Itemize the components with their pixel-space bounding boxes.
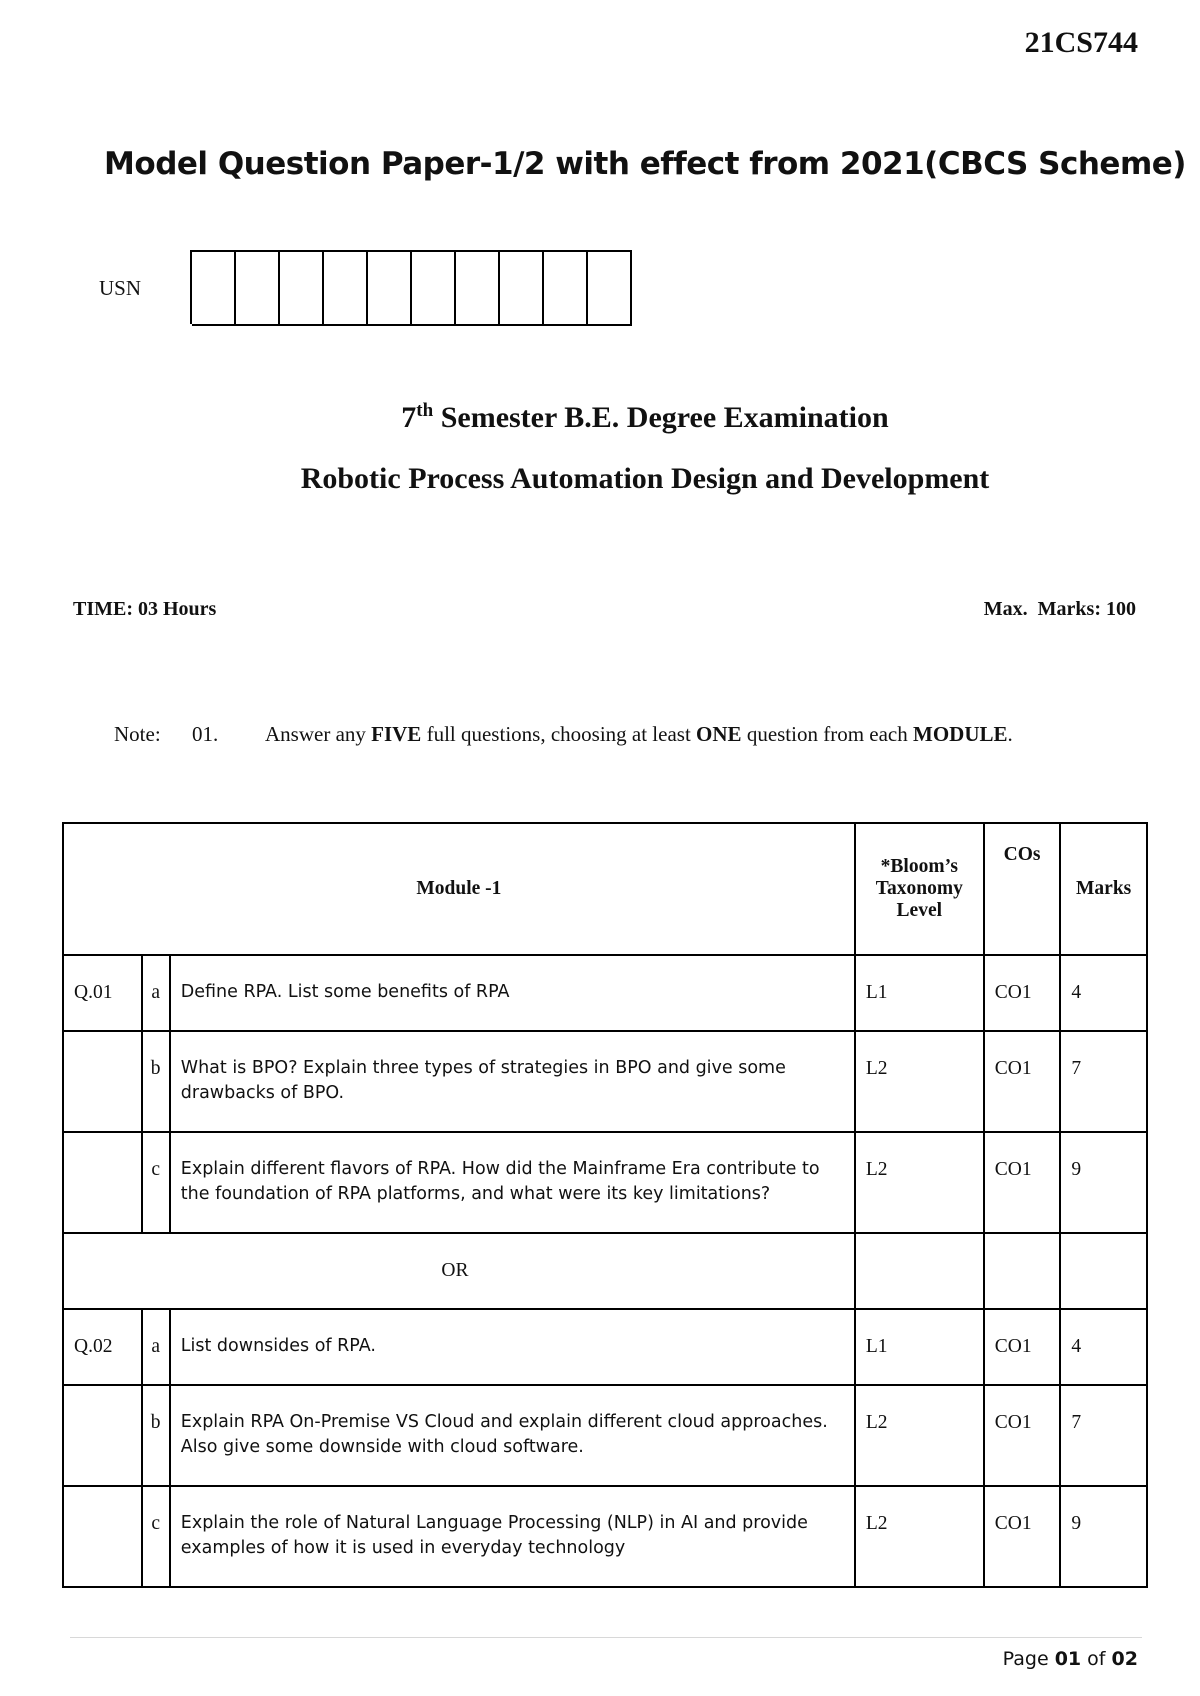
note-part: full questions, choosing at least <box>421 722 697 746</box>
marks: 7 <box>1060 1385 1147 1486</box>
blooms-header-line: Level <box>896 900 943 921</box>
usn-box <box>280 250 324 326</box>
usn-box <box>236 250 280 326</box>
paper-title: Model Question Paper-1/2 with effect from 2021(CBCS Scheme) <box>104 146 1186 182</box>
marks: 4 <box>1060 1309 1147 1385</box>
note-number: 01. <box>192 722 219 746</box>
usn-box <box>588 250 632 326</box>
table-row <box>63 1132 1147 1233</box>
usn-box <box>500 250 544 326</box>
course-outcome: CO1 <box>984 955 1061 1031</box>
note-bold: FIVE <box>371 722 422 746</box>
page-total: 02 <box>1111 1648 1138 1670</box>
subject-code: 21CS744 <box>1024 26 1138 59</box>
note-part: Answer any <box>265 722 372 746</box>
course-outcome: CO1 <box>984 1309 1061 1385</box>
empty-cell <box>855 1233 984 1309</box>
note-bold: MODULE <box>913 722 1008 746</box>
question-table <box>62 822 1148 1588</box>
marks: 9 <box>1060 1132 1147 1233</box>
note-part: . <box>1007 722 1013 746</box>
sub-question: a <box>142 1309 170 1385</box>
marks-header: Marks <box>1060 823 1147 955</box>
usn-box <box>368 250 412 326</box>
sub-question: a <box>142 955 170 1031</box>
sub-question: b <box>142 1385 170 1486</box>
semester-number: 7 <box>401 401 417 434</box>
note-part: question from each <box>741 722 914 746</box>
blooms-level: L2 <box>855 1385 984 1486</box>
note-text <box>265 722 1013 747</box>
page-prefix: Page <box>1002 1648 1055 1670</box>
sub-question: c <box>142 1486 170 1587</box>
blooms-header-line: Taxonomy <box>875 878 963 899</box>
marks: 4 <box>1060 955 1147 1031</box>
note-bold: ONE <box>696 722 742 746</box>
page-of: of <box>1081 1648 1112 1670</box>
question-text: What is BPO? Explain three types of strategies in BPO and give some drawbacks of BPO. <box>170 1031 855 1132</box>
question-text: Define RPA. List some benefits of RPA <box>170 955 855 1031</box>
question-number: Q.02 <box>63 1309 142 1385</box>
usn-box <box>324 250 368 326</box>
course-outcome: CO1 <box>984 1031 1061 1132</box>
semester-text: Semester B.E. Degree Examination <box>433 401 889 434</box>
question-number <box>63 1132 142 1233</box>
question-number <box>63 1486 142 1587</box>
subject-title: Robotic Process Automation Design and Development <box>300 462 990 495</box>
usn-box <box>544 250 588 326</box>
usn-box <box>192 250 236 326</box>
cos-header: COs <box>984 823 1061 955</box>
question-text: Explain different flavors of RPA. How did the Mainframe Era contribute to the foundation of RPA platforms, and what were its key limitations? <box>170 1132 855 1233</box>
usn-boxes <box>190 250 632 324</box>
usn-box <box>456 250 500 326</box>
page-current: 01 <box>1054 1648 1082 1670</box>
usn-box <box>412 250 456 326</box>
question-text: List downsides of RPA. <box>170 1309 855 1385</box>
question-number <box>63 1031 142 1132</box>
exam-time: TIME: 03 Hours <box>73 598 217 620</box>
blooms-level: L2 <box>855 1031 984 1132</box>
question-number <box>63 1385 142 1486</box>
question-text: Explain RPA On-Premise VS Cloud and explain different cloud approaches. Also give some downside with cloud software. <box>170 1385 855 1486</box>
footer-divider <box>70 1637 1142 1638</box>
blooms-level: L1 <box>855 1309 984 1385</box>
course-outcome: CO1 <box>984 1132 1061 1233</box>
blooms-level: L2 <box>855 1132 984 1233</box>
empty-cell <box>984 1233 1061 1309</box>
blooms-header <box>855 823 984 955</box>
marks: 7 <box>1060 1031 1147 1132</box>
module-header: Module -1 <box>63 823 855 955</box>
sub-question: b <box>142 1031 170 1132</box>
or-row <box>63 1233 1147 1309</box>
table-row <box>63 1309 1147 1385</box>
question-text: Explain the role of Natural Language Processing (NLP) in AI and provide examples of how it is used in everyday technology <box>170 1486 855 1587</box>
table-row <box>63 1031 1147 1132</box>
blooms-header-line: *Bloom’s <box>880 856 958 877</box>
semester-suffix: th <box>416 400 434 421</box>
blooms-level: L2 <box>855 1486 984 1587</box>
sub-question: c <box>142 1132 170 1233</box>
course-outcome: CO1 <box>984 1486 1061 1587</box>
empty-cell <box>1060 1233 1147 1309</box>
question-number: Q.01 <box>63 955 142 1031</box>
page-number <box>1003 1648 1138 1670</box>
marks: 9 <box>1060 1486 1147 1587</box>
table-header-row <box>63 823 1147 955</box>
note-label: Note: <box>114 722 161 746</box>
course-outcome: CO1 <box>984 1385 1061 1486</box>
usn-label: USN <box>99 276 142 300</box>
table-row <box>63 955 1147 1031</box>
blooms-level: L1 <box>855 955 984 1031</box>
table-row <box>63 1385 1147 1486</box>
or-label: OR <box>63 1233 855 1309</box>
max-marks: Max. Marks: 100 <box>983 598 1136 620</box>
semester-heading <box>0 400 1200 435</box>
table-row <box>63 1486 1147 1587</box>
